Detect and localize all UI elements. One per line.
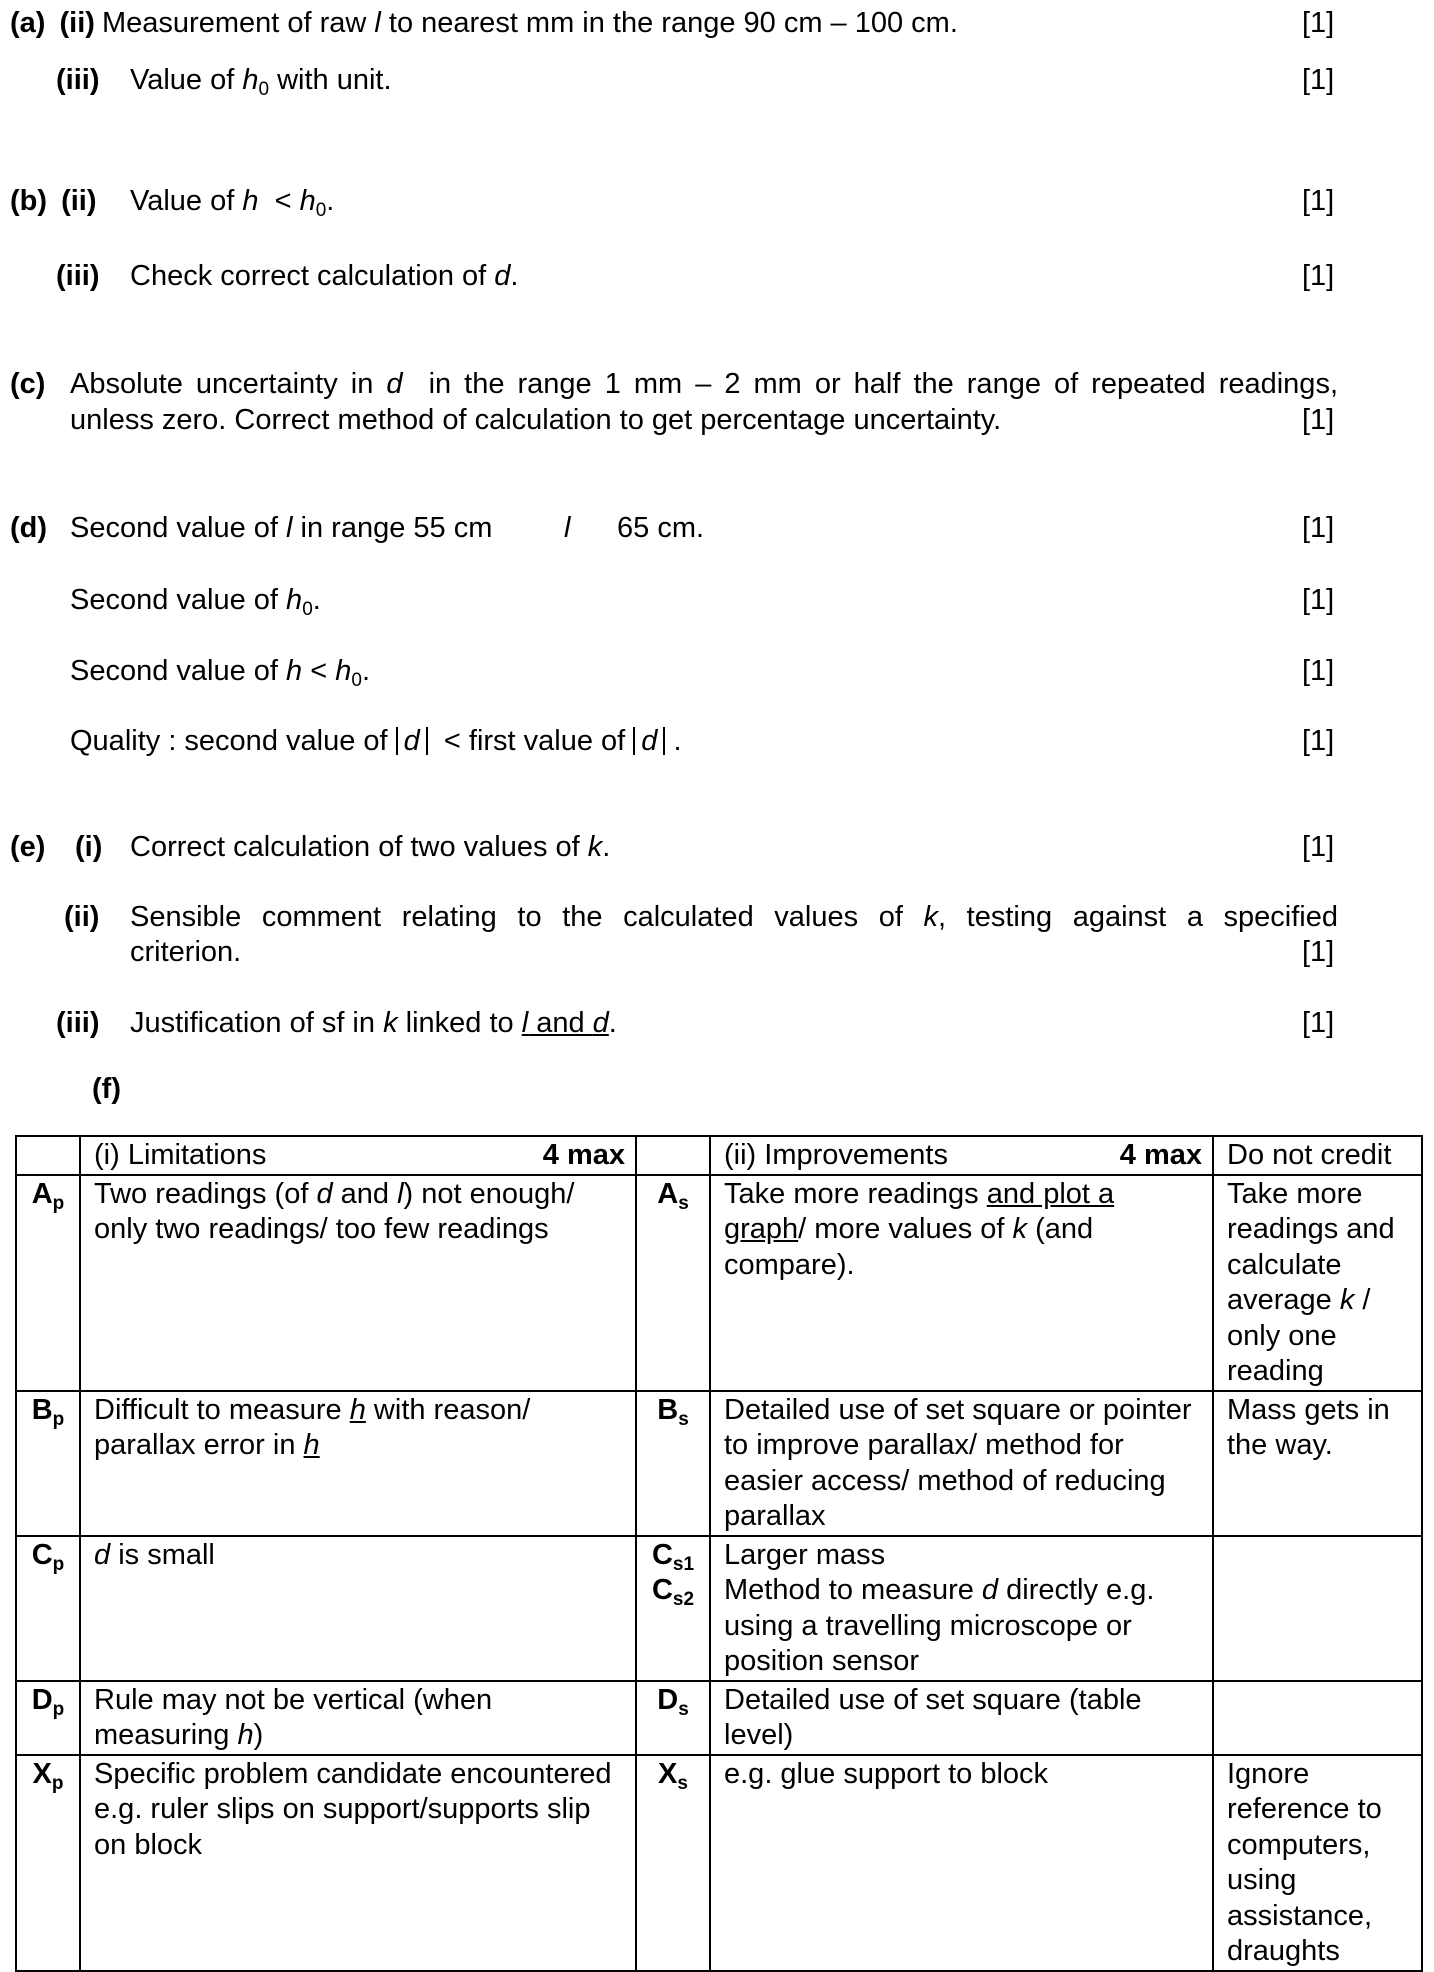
table-row [16, 1536, 1422, 1681]
mark: [1] [1302, 404, 1335, 436]
table-cell [16, 1136, 80, 1175]
limitation-cell: Two readings (of d and l) not enough/ only two readings/ too few readings [80, 1175, 636, 1391]
row-code: $X_p$ [16, 1755, 80, 1971]
improvement-cell: Take more readings and plot a graph/ more values of k (and compare). [710, 1175, 1213, 1391]
question-text: Check correct calculation of d. [130, 260, 519, 292]
question-d-line4: Quality : second value of d < first value of d . [70, 725, 682, 757]
row-code: $X_s$ [636, 1755, 710, 1971]
part-label: (e) [10, 831, 46, 863]
subpart-label: (ii) [59, 7, 95, 39]
question-d-line3: Second value of $h < h_0$. [70, 655, 371, 691]
mark: [1] [1302, 64, 1335, 96]
no-credit-header: Do not credit [1213, 1136, 1422, 1175]
row-code: $B_p$ [16, 1391, 80, 1536]
no-credit-cell [1213, 1536, 1422, 1681]
question-d-line2: Second value of $h_0$. [70, 584, 321, 620]
question-e-ii-line1: Sensible comment relating to the calculated values of k, testing against a specified [130, 901, 1339, 933]
mark: [1] [1302, 725, 1335, 757]
question-text: Measurement of raw l to nearest mm in the range 90 cm – 100 cm. [102, 7, 958, 39]
row-code: $A_p$ [16, 1175, 80, 1391]
mark: [1] [1302, 1007, 1335, 1039]
table-row [16, 1755, 1422, 1971]
mark: [1] [1302, 260, 1335, 292]
no-credit-cell: Mass gets in the way. [1213, 1391, 1422, 1536]
question-e-ii-line2: criterion. [130, 936, 242, 968]
limitation-cell: Rule may not be vertical (when measuring h) [80, 1681, 636, 1755]
table-row [16, 1681, 1422, 1755]
mark: [1] [1302, 831, 1335, 863]
table-row [16, 1175, 1422, 1391]
table-cell [636, 1136, 710, 1175]
question-d-line1: Second value of l in range 55 cm l 65 cm. [70, 512, 705, 544]
question-e-i [10, 830, 611, 864]
improvements-header: (ii) Improvements 4 max [710, 1136, 1213, 1175]
question-a-iii [56, 63, 392, 100]
mark: [1] [1302, 584, 1335, 616]
question-b-iii [56, 259, 519, 293]
no-credit-cell [1213, 1681, 1422, 1755]
subpart-label: (i) [75, 831, 103, 863]
mark: [1] [1302, 512, 1335, 544]
limitation-cell: Specific problem candidate encountered e.g. ruler slips on support/supports slip on block [80, 1755, 636, 1971]
mark: [1] [1302, 936, 1335, 968]
mark: [1] [1302, 185, 1335, 217]
improvement-cell: Detailed use of set square or pointer to improve parallax/ method for easier access/ method of reducing parallax [710, 1391, 1213, 1536]
question-text: Correct calculation of two values of k. [130, 831, 611, 863]
improvement-cell: e.g. glue support to block [710, 1755, 1213, 1971]
question-text: Value of $h < h_0$. [130, 185, 335, 221]
question-e-iii [56, 1006, 617, 1040]
question-c-line1: Absolute uncertainty in d in the range 1 mm – 2 mm or half the range of repeated readings, [70, 368, 1338, 400]
question-b-ii [10, 184, 335, 221]
table-row [16, 1391, 1422, 1536]
subpart-label: (iii) [56, 1007, 100, 1039]
no-credit-cell: Take more readings and calculate average k / only one reading [1213, 1175, 1422, 1391]
subpart-label: (ii) [64, 901, 100, 933]
question-c-line2: unless zero. Correct method of calculation to get percentage uncertainty. [70, 404, 1002, 436]
mark: [1] [1302, 7, 1335, 39]
question-a-ii [10, 6, 958, 40]
part-label: (c) [10, 368, 46, 400]
question-text: Justification of sf in k linked to l and d. [130, 1007, 617, 1039]
subpart-label: (iii) [56, 64, 100, 96]
row-code: $B_s$ [636, 1391, 710, 1536]
part-label: (f) [92, 1073, 121, 1105]
row-code: $C_{s1}$ $C_{s2}$ [636, 1536, 710, 1681]
subpart-label: (iii) [56, 260, 100, 292]
row-code: $D_p$ [16, 1681, 80, 1755]
row-code: $C_p$ [16, 1536, 80, 1681]
mark: [1] [1302, 655, 1335, 687]
question-text: Value of $h_0$ with unit. [130, 64, 392, 100]
row-code: $D_s$ [636, 1681, 710, 1755]
part-label: (a) [10, 7, 46, 39]
part-label: (b) [10, 185, 48, 217]
table-header-row [16, 1136, 1422, 1175]
limitation-cell: Difficult to measure h with reason/ parallax error in h [80, 1391, 636, 1536]
improvement-cell: Larger mass Method to measure d directly e.g. using a travelling microscope or position sensor [710, 1536, 1213, 1681]
subpart-label: (ii) [61, 185, 97, 217]
no-credit-cell: Ignore reference to computers, using assistance, draughts [1213, 1755, 1422, 1971]
part-label: (d) [10, 512, 48, 544]
improvement-cell: Detailed use of set square (table level) [710, 1681, 1213, 1755]
row-code: $A_s$ [636, 1175, 710, 1391]
limitations-header: (i) Limitations 4 max [80, 1136, 636, 1175]
limitation-cell: d is small [80, 1536, 636, 1681]
mark-scheme-table [15, 1135, 1423, 1972]
